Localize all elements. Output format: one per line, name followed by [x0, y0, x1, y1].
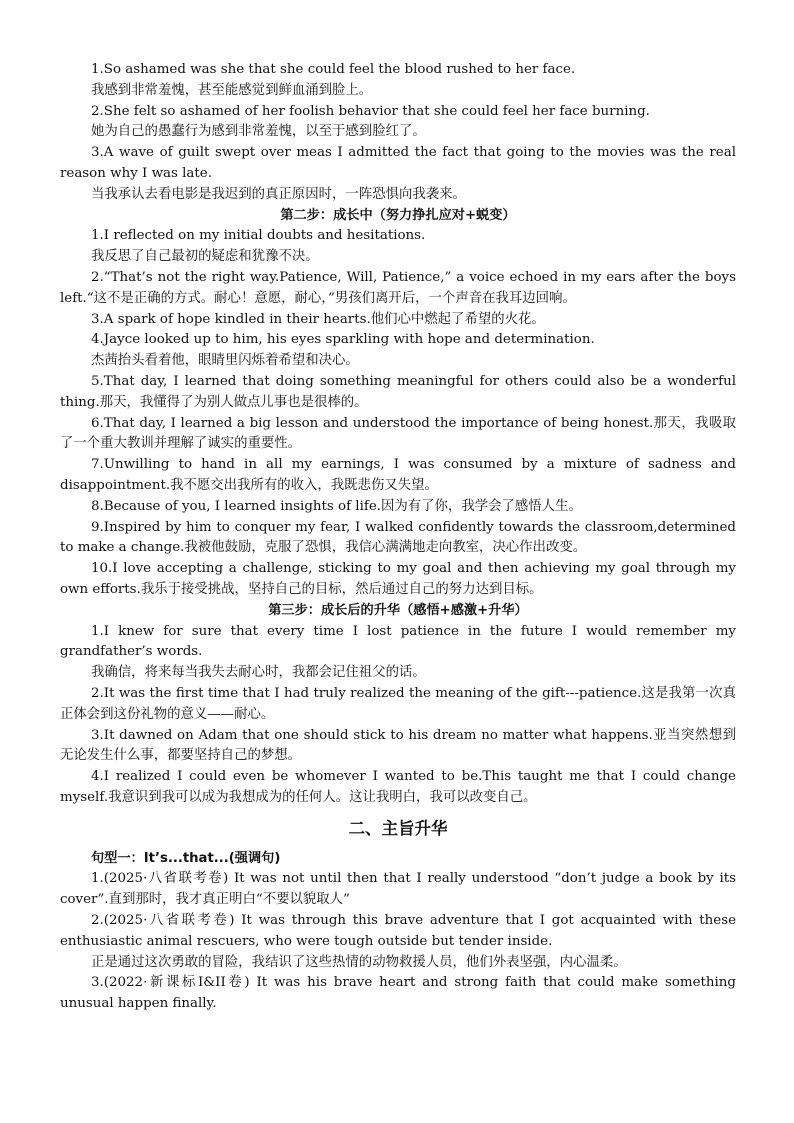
sentence-3: 3.A wave of guilt swept over meas I admitted the fact that going to the movies was the real reason why I was late.: [60, 145, 736, 181]
section2-block: [60, 869, 736, 1015]
step3-item: 2.It was the first time that I had truly realized the meaning of the gift---patience.这是我第一次真正体会到这份礼物的意义——耐心。: [60, 685, 736, 722]
step3-item: 4.I realized I could even be whomever I wanted to be.This taught me that I could change myself.我意识到我可以成为我想成为的任何人。这让我明白，我可以改变自己。: [60, 769, 736, 805]
step2-item: 7.Unwilling to hand in all my earnings, I was consumed by a mixture of sadness and disappointment.我不愿交出我所有的收入，我既悲伤又失望。: [60, 457, 736, 493]
step2-item: 杰茜抬头看着他，眼睛里闪烁着希望和决心。: [91, 353, 359, 369]
step2-item: 9.Inspired by him to conquer my fear, I walked confidently towards the classroom,determined to make a change.我被他鼓励，克服了恐惧，我信心满满地走向教室，决心作出改变。: [60, 519, 736, 556]
step2-item: 4.Jayce looked up to him, his eyes sparkling with hope and determination.: [91, 332, 595, 348]
step2-item: 我反思了自己最初的疑虑和犹豫不决。: [91, 249, 319, 265]
step2-item: 8.Because of you, I learned insights of life.因为有了你，我学会了感悟人生。: [91, 498, 582, 514]
step2-block: [60, 226, 736, 600]
step3-block: [60, 622, 736, 809]
document-page: [60, 60, 736, 1015]
translation-3: 当我承认去看电影是我迟到的真正原因时，一阵恐惧向我袭来。: [91, 186, 466, 202]
step2-item: 1.I reflected on my initial doubts and hesitations.: [91, 228, 426, 244]
step2-item: 3.A spark of hope kindled in their hearts.他们心中燃起了希望的火花。: [91, 311, 545, 327]
sentence-2: 2.She felt so ashamed of her foolish behavior that she could feel her face burning.: [91, 103, 650, 119]
section-title: 二、主旨升华: [348, 818, 448, 838]
step2-heading: 第二步：成长中（努力挣扎应对+蜕变）: [280, 207, 516, 223]
step2-item: 10.I love accepting a challenge, sticking to my goal and then achieving my goal through my own efforts.我乐于接受挑战，坚持自己的目标，然后通过自己的努力达到目标。: [60, 561, 736, 597]
step3-heading: 第三步：成长后的升华（感悟+感激+升华）: [268, 602, 528, 618]
example-item: 3.(2022·新课标I&II卷) It was his brave heart and strong faith that could make something unusual happen finally.: [60, 975, 736, 1012]
step2-item: 5.That day, I learned that doing something meaningful for others could also be a wonderful thing.那天，我懂得了为别人做点儿事也是很棒的。: [60, 373, 736, 410]
step3-item: 1.I knew for sure that every time I lost patience in the future I would remember my grandfather’s words.: [60, 623, 736, 660]
pattern-heading: 句型一：It’s...that...(强调句): [91, 850, 281, 866]
example-item: 1.(2025·八省联考卷) It was not until then that I really understood “don’t judge a book by its cover”.直到那时，我才真正明白“不要以貌取人”: [60, 871, 736, 908]
step3-item: 3.It dawned on Adam that one should stick to his dream no matter what happens.亚当突然想到无论发生什么事，都要坚持自己的梦想。: [60, 727, 736, 764]
step2-item: 6.That day, I learned a big lesson and understood the importance of being honest.那天，我吸取了一个重大教训并理解了诚实的重要性。: [60, 415, 736, 452]
translation-2: 她为自己的愚蠢行为感到非常羞愧，以至于感到脸红了。: [91, 124, 426, 140]
stage1-block: [60, 60, 736, 206]
example-item: 正是通过这次勇敢的冒险，我结识了这些热情的动物救援人员，他们外表坚强，内心温柔。: [91, 954, 627, 970]
step2-item: 2.“That’s not the right way.Patience, Will, Patience,” a voice echoed in my ears after the boys left.“这不是正确的方式。耐心！意愿，耐心，”男孩们离开后，一个声音在我耳边回响。: [60, 269, 736, 306]
translation-1: 我感到非常羞愧，甚至能感觉到鲜血涌到脸上。: [91, 82, 373, 98]
example-item: 2.(2025·八省联考卷) It was through this brave adventure that I got acquainted with these enthusiastic animal rescuers, who were tough outside but tender inside.: [60, 913, 736, 949]
step3-item: 我确信，将来每当我失去耐心时，我都会记住祖父的话。: [91, 665, 426, 681]
sentence-1: 1.So ashamed was she that she could feel the blood rushed to her face.: [91, 62, 576, 77]
